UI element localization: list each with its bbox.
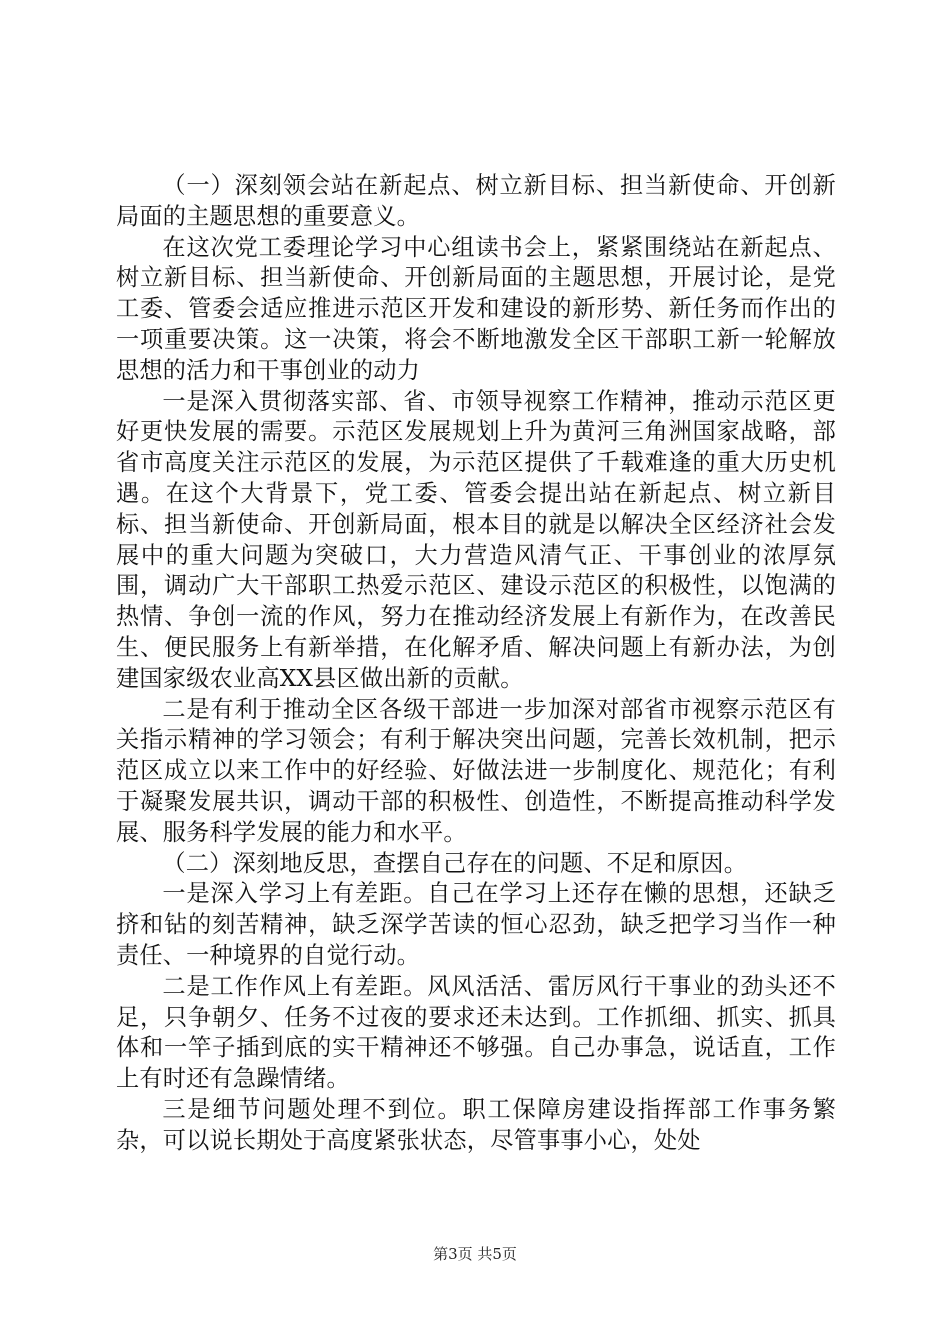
page-number-footer: 第3页 共5页 xyxy=(433,1245,517,1263)
paragraph: 二是有利于推动全区各级干部进一步加深对部省市视察示范区有关指示精神的学习领会；有利于解决突出问题，完善长效机制，把示范区成立以来工作中的好经验、好做法进一步制度化、规范化；有利于凝聚发展共识，调动干部的积极性、创造性，不断提高推动科学发展、服务科学发展的能力和水平。 xyxy=(116,695,836,846)
paragraph: 二是工作作风上有差距。风风活活、雷厉风行干事业的劲头还不足，只争朝夕、任务不过夜的要求还未达到。工作抓细、抓实、抓具体和一竿子插到底的实干精神还不够强。自己办事急，说话直，工作上有时还有急躁情绪。 xyxy=(116,972,836,1093)
paragraph: 三是细节问题处理不到位。职工保障房建设指挥部工作事务繁杂，可以说长期处于高度紧张状态，尽管事事小心，处处 xyxy=(116,1095,836,1154)
document-body xyxy=(116,171,836,1157)
section-heading-2: （二）深刻地反思，查摆自己存在的问题、不足和原因。 xyxy=(162,849,748,877)
section-heading-1: （一）深刻领会站在新起点、树立新目标、担当新使命、开创新局面的主题思想的重要意义。 xyxy=(116,172,836,230)
paragraph: 在这次党工委理论学习中心组读书会上，紧紧围绕站在新起点、树立新目标、担当新使命、开创新局面的主题思想，开展讨论，是党工委、管委会适应推进示范区开发和建设的新形势、新任务而作出的一项重要决策。这一决策，将会不断地激发全区干部职工新一轮解放思想的活力和干事创业的动力 xyxy=(116,233,836,384)
paragraph: 一是深入贯彻落实部、省、市领导视察工作精神，推动示范区更好更快发展的需要。示范区发展规划上升为黄河三角洲国家战略，部省市高度关注示范区的发展，为示范区提供了千载难逢的重大历史机遇。在这个大背景下，党工委、管委会提出站在新起点、树立新目标、担当新使命、开创新局面，根本目的就是以解决全区经济社会发展中的重大问题为突破口，大力营造风清气正、干事创业的浓厚氛围，调动广大干部职工热爱示范区、建设示范区的积极性，以饱满的热情、争创一流的作风，努力在推动经济发展上有新作为，在改善民生、便民服务上有新举措，在化解矛盾、解决问题上有新办法，为创建国家级农业高XX县区做出新的贡献。 xyxy=(116,387,836,692)
paragraph: 一是深入学习上有差距。自己在学习上还存在懒的思想，还缺乏挤和钻的刻苦精神，缺乏深学苦读的恒心忍劲，缺乏把学习当作一种责任、一种境界的自觉行动。 xyxy=(116,880,836,969)
